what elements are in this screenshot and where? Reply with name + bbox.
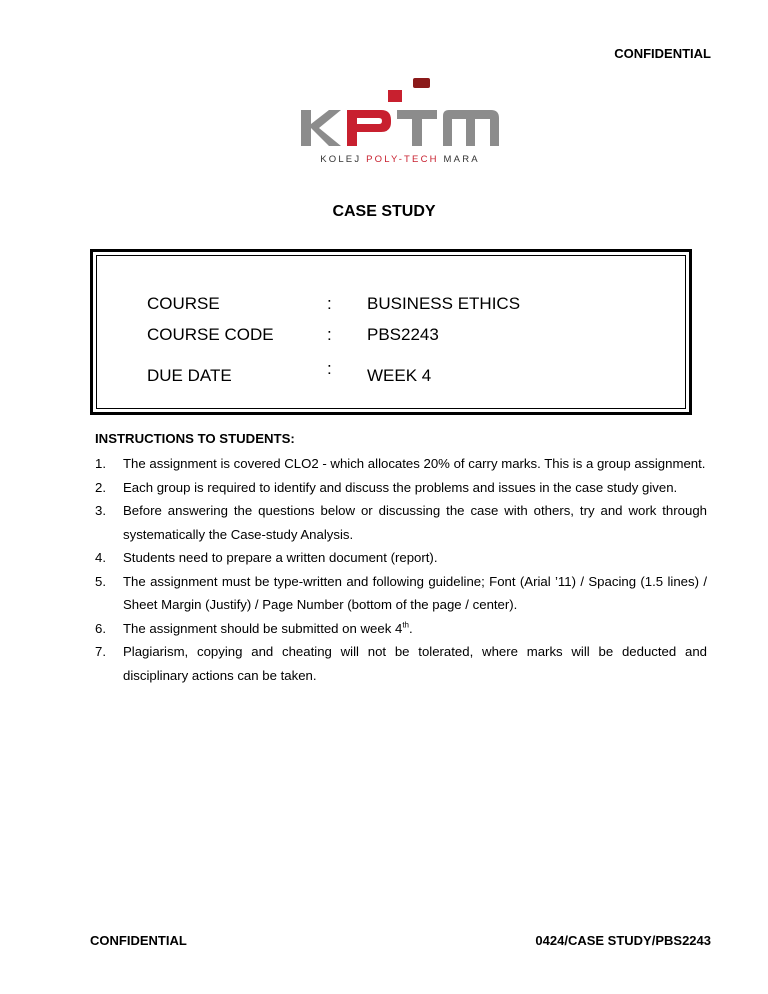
instruction-text: The assignment must be type-written and following guideline; Font (Arial ’11) / Spacing (1.5 lines) / Sheet Margin (Justify) / Page Number (bottom of the page / center).	[123, 573, 707, 612]
info-separator: :	[327, 294, 332, 313]
info-separator: :	[327, 359, 332, 378]
instructions-section	[95, 431, 707, 687]
instruction-item	[95, 546, 707, 570]
instruction-text: Students need to prepare a written document (report).	[123, 550, 438, 565]
logo-letter-k	[301, 110, 341, 146]
footer-document-code: 0424/CASE STUDY/PBS2243	[535, 933, 711, 948]
instruction-number: 3.	[95, 503, 106, 518]
instruction-text: The assignment should be submitted on week 4	[123, 620, 403, 636]
instructions-heading: INSTRUCTIONS TO STUDENTS:	[95, 431, 295, 446]
logo-accent-square-small	[413, 78, 430, 88]
header-confidential-label: CONFIDENTIAL	[614, 46, 711, 61]
instruction-item	[95, 452, 707, 476]
instruction-number: 2.	[95, 479, 106, 495]
instruction-text: The assignment is covered CLO2 - which allocates 20% of carry marks. This is a group assignment.	[123, 456, 706, 471]
instruction-text: Before answering the questions below or discussing the case with others, try and work through systematically the Case-study Analysis.	[123, 503, 707, 542]
course-info-box-inner	[96, 255, 686, 409]
info-value: WEEK 4	[367, 366, 432, 385]
logo-subtitle-mara: MARA	[438, 154, 480, 165]
instruction-item	[95, 640, 707, 687]
info-label: DUE DATE	[147, 366, 232, 385]
instruction-item	[95, 617, 707, 641]
logo-letter-t	[397, 110, 437, 146]
instruction-number: 1.	[95, 456, 106, 471]
instruction-number: 7.	[95, 644, 106, 659]
instruction-item	[95, 570, 707, 617]
info-label: COURSE	[147, 294, 220, 313]
instruction-suffix: .	[408, 620, 413, 636]
logo-letter-p	[347, 110, 391, 146]
logo-accent-square-large	[388, 90, 402, 102]
document-title: CASE STUDY	[332, 203, 436, 220]
logo-subtitle-kolej: KOLEJ	[320, 154, 367, 165]
instruction-number: 5.	[95, 573, 106, 589]
instruction-text: Each group is required to identify and discuss the problems and issues in the case study given.	[123, 479, 678, 495]
info-label: COURSE CODE	[147, 325, 274, 344]
instruction-superscript: th	[402, 620, 409, 630]
instructions-list	[95, 452, 707, 687]
kptm-logo	[295, 72, 505, 167]
logo-letter-m	[443, 110, 499, 146]
logo-subtitle-polytech: POLY-TECH	[366, 154, 439, 165]
info-value: PBS2243	[367, 325, 439, 344]
instruction-number: 4.	[95, 550, 106, 565]
course-info-box	[90, 249, 692, 415]
instruction-number: 6.	[95, 620, 106, 636]
logo-subtitle	[320, 154, 480, 165]
instruction-item	[95, 476, 707, 500]
footer-confidential-label: CONFIDENTIAL	[90, 933, 187, 948]
instruction-text: Plagiarism, copying and cheating will not be tolerated, where marks will be deducted and disciplinary actions can be taken.	[123, 644, 707, 683]
instruction-item	[95, 499, 707, 546]
info-separator: :	[327, 325, 332, 344]
info-value: BUSINESS ETHICS	[367, 294, 521, 313]
